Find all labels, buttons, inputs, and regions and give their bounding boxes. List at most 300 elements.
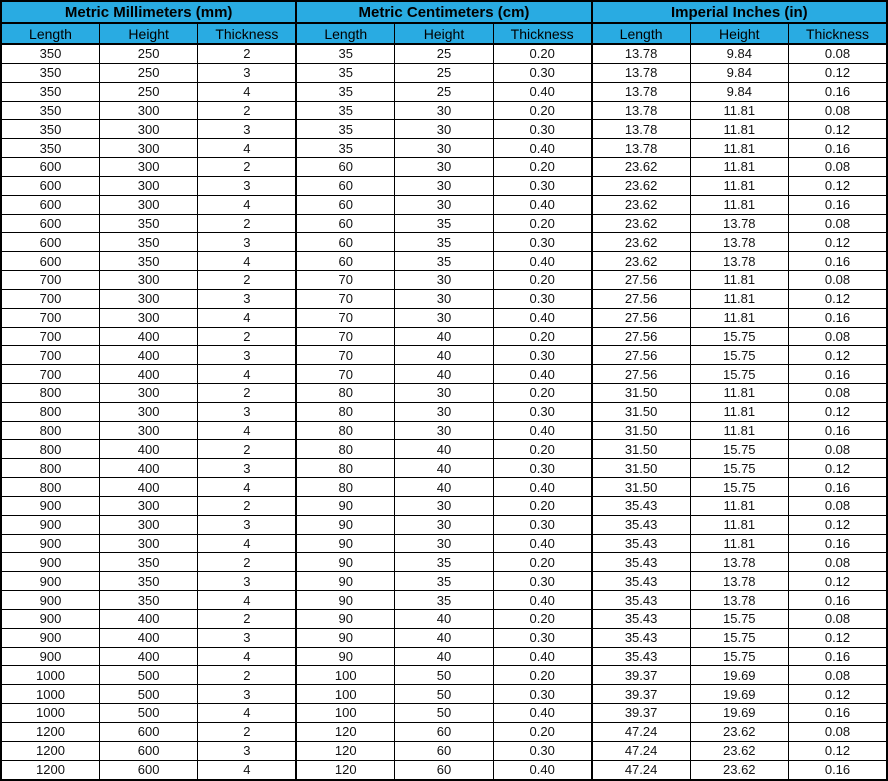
- cell: 0.16: [789, 308, 888, 327]
- cell: 13.78: [592, 44, 690, 63]
- cell: 350: [99, 591, 197, 610]
- cell: 0.40: [493, 647, 591, 666]
- cell: 15.75: [690, 346, 788, 365]
- cell: 0.16: [789, 195, 888, 214]
- cell: 0.12: [789, 628, 888, 647]
- cell: 120: [296, 722, 394, 741]
- cell: 400: [99, 346, 197, 365]
- table-row: [1, 647, 887, 666]
- cell: 100: [296, 685, 394, 704]
- cell: 350: [99, 572, 197, 591]
- cell: 3: [198, 63, 296, 82]
- cell: 15.75: [690, 478, 788, 497]
- table-row: [1, 176, 887, 195]
- table-row: [1, 82, 887, 101]
- cell: 0.12: [789, 685, 888, 704]
- cell: 0.20: [493, 496, 591, 515]
- cell: 300: [99, 515, 197, 534]
- cell: 350: [1, 82, 99, 101]
- cell: 0.12: [789, 289, 888, 308]
- cell: 300: [99, 195, 197, 214]
- cell: 350: [1, 63, 99, 82]
- cell: 2: [198, 44, 296, 63]
- cell: 900: [1, 591, 99, 610]
- cell: 90: [296, 628, 394, 647]
- cell: 4: [198, 704, 296, 723]
- table-row: [1, 384, 887, 403]
- cell: 23.62: [592, 158, 690, 177]
- cell: 600: [1, 233, 99, 252]
- cell: 120: [296, 760, 394, 780]
- cell: 31.50: [592, 478, 690, 497]
- cell: 11.81: [690, 384, 788, 403]
- cell: 120: [296, 741, 394, 760]
- section-header-row: [1, 1, 887, 23]
- cell: 700: [1, 327, 99, 346]
- cell: 0.40: [493, 195, 591, 214]
- cell: 0.08: [789, 496, 888, 515]
- cell: 0.08: [789, 553, 888, 572]
- cell: 35: [395, 591, 493, 610]
- cell: 35.43: [592, 647, 690, 666]
- cell: 3: [198, 741, 296, 760]
- table-row: [1, 478, 887, 497]
- cell: 23.62: [690, 722, 788, 741]
- table-row: [1, 421, 887, 440]
- cell: 60: [395, 722, 493, 741]
- cell: 70: [296, 308, 394, 327]
- cell: 2: [198, 101, 296, 120]
- cell: 3: [198, 233, 296, 252]
- cell: 60: [296, 176, 394, 195]
- cell: 300: [99, 289, 197, 308]
- cell: 0.20: [493, 44, 591, 63]
- cell: 350: [1, 44, 99, 63]
- cell: 80: [296, 384, 394, 403]
- table-row: [1, 63, 887, 82]
- cell: 800: [1, 440, 99, 459]
- cell: 300: [99, 421, 197, 440]
- cell: 15.75: [690, 365, 788, 384]
- cell: 47.24: [592, 741, 690, 760]
- cell: 35: [296, 82, 394, 101]
- cell: 35: [395, 572, 493, 591]
- cell: 30: [395, 195, 493, 214]
- cell: 800: [1, 421, 99, 440]
- table-row: [1, 308, 887, 327]
- cell: 1200: [1, 760, 99, 780]
- cell: 47.24: [592, 722, 690, 741]
- cell: 400: [99, 459, 197, 478]
- cell: 600: [1, 176, 99, 195]
- cell: 350: [99, 214, 197, 233]
- cell: 4: [198, 82, 296, 101]
- cell: 2: [198, 440, 296, 459]
- cell: 23.62: [690, 741, 788, 760]
- cell: 0.12: [789, 459, 888, 478]
- cell: 80: [296, 440, 394, 459]
- cell: 3: [198, 402, 296, 421]
- col-header-cm-height: Height: [395, 23, 493, 44]
- cell: 0.40: [493, 534, 591, 553]
- table-body: [1, 44, 887, 780]
- cell: 2: [198, 666, 296, 685]
- column-header-row: [1, 23, 887, 44]
- cell: 0.20: [493, 214, 591, 233]
- cell: 80: [296, 421, 394, 440]
- cell: 3: [198, 628, 296, 647]
- cell: 0.20: [493, 722, 591, 741]
- cell: 0.08: [789, 666, 888, 685]
- cell: 0.12: [789, 63, 888, 82]
- cell: 70: [296, 271, 394, 290]
- cell: 800: [1, 402, 99, 421]
- cell: 40: [395, 440, 493, 459]
- cell: 15.75: [690, 440, 788, 459]
- cell: 4: [198, 139, 296, 158]
- cell: 30: [395, 496, 493, 515]
- cell: 0.40: [493, 421, 591, 440]
- table-row: [1, 741, 887, 760]
- cell: 90: [296, 609, 394, 628]
- section-title-in: Imperial Inches (in): [592, 1, 887, 23]
- cell: 0.40: [493, 704, 591, 723]
- cell: 30: [395, 158, 493, 177]
- cell: 0.20: [493, 101, 591, 120]
- cell: 4: [198, 195, 296, 214]
- cell: 30: [395, 515, 493, 534]
- table-row: [1, 591, 887, 610]
- cell: 13.78: [592, 82, 690, 101]
- cell: 250: [99, 63, 197, 82]
- cell: 30: [395, 384, 493, 403]
- table-row: [1, 628, 887, 647]
- cell: 11.81: [690, 496, 788, 515]
- col-header-cm-thickness: Thickness: [493, 23, 591, 44]
- cell: 0.16: [789, 365, 888, 384]
- cell: 35: [296, 139, 394, 158]
- cell: 500: [99, 704, 197, 723]
- cell: 35.43: [592, 572, 690, 591]
- cell: 4: [198, 365, 296, 384]
- cell: 35: [296, 120, 394, 139]
- cell: 300: [99, 534, 197, 553]
- cell: 0.16: [789, 591, 888, 610]
- cell: 80: [296, 478, 394, 497]
- cell: 35: [395, 214, 493, 233]
- table-row: [1, 346, 887, 365]
- cell: 11.81: [690, 515, 788, 534]
- cell: 39.37: [592, 704, 690, 723]
- cell: 0.08: [789, 609, 888, 628]
- cell: 800: [1, 459, 99, 478]
- cell: 35.43: [592, 609, 690, 628]
- cell: 47.24: [592, 760, 690, 780]
- cell: 60: [395, 741, 493, 760]
- table-row: [1, 214, 887, 233]
- cell: 11.81: [690, 158, 788, 177]
- cell: 300: [99, 384, 197, 403]
- cell: 0.16: [789, 478, 888, 497]
- cell: 900: [1, 628, 99, 647]
- cell: 0.20: [493, 666, 591, 685]
- cell: 2: [198, 609, 296, 628]
- cell: 2: [198, 271, 296, 290]
- cell: 31.50: [592, 459, 690, 478]
- table-row: [1, 101, 887, 120]
- cell: 3: [198, 120, 296, 139]
- table-row: [1, 44, 887, 63]
- cell: 35: [296, 63, 394, 82]
- cell: 27.56: [592, 365, 690, 384]
- cell: 0.16: [789, 704, 888, 723]
- cell: 4: [198, 760, 296, 780]
- cell: 40: [395, 609, 493, 628]
- cell: 4: [198, 421, 296, 440]
- cell: 500: [99, 666, 197, 685]
- cell: 23.62: [592, 252, 690, 271]
- cell: 0.16: [789, 647, 888, 666]
- cell: 0.08: [789, 158, 888, 177]
- table-row: [1, 440, 887, 459]
- cell: 900: [1, 515, 99, 534]
- cell: 0.30: [493, 63, 591, 82]
- cell: 0.20: [493, 158, 591, 177]
- table-row: [1, 666, 887, 685]
- cell: 40: [395, 327, 493, 346]
- cell: 40: [395, 459, 493, 478]
- cell: 30: [395, 120, 493, 139]
- cell: 19.69: [690, 704, 788, 723]
- cell: 11.81: [690, 402, 788, 421]
- cell: 0.20: [493, 553, 591, 572]
- cell: 11.81: [690, 176, 788, 195]
- cell: 4: [198, 252, 296, 271]
- cell: 50: [395, 685, 493, 704]
- cell: 100: [296, 666, 394, 685]
- cell: 2: [198, 496, 296, 515]
- cell: 15.75: [690, 628, 788, 647]
- cell: 0.30: [493, 685, 591, 704]
- cell: 0.40: [493, 252, 591, 271]
- cell: 400: [99, 440, 197, 459]
- cell: 13.78: [690, 214, 788, 233]
- col-header-cm-length: Length: [296, 23, 394, 44]
- cell: 35: [395, 233, 493, 252]
- cell: 2: [198, 158, 296, 177]
- cell: 250: [99, 82, 197, 101]
- cell: 0.20: [493, 384, 591, 403]
- table-row: [1, 685, 887, 704]
- cell: 3: [198, 176, 296, 195]
- cell: 19.69: [690, 685, 788, 704]
- cell: 900: [1, 496, 99, 515]
- section-title-cm: Metric Centimeters (cm): [296, 1, 591, 23]
- cell: 39.37: [592, 666, 690, 685]
- table-row: [1, 289, 887, 308]
- cell: 0.12: [789, 346, 888, 365]
- cell: 0.08: [789, 214, 888, 233]
- cell: 23.62: [592, 214, 690, 233]
- cell: 2: [198, 553, 296, 572]
- cell: 500: [99, 685, 197, 704]
- cell: 350: [99, 553, 197, 572]
- cell: 13.78: [690, 233, 788, 252]
- cell: 600: [1, 158, 99, 177]
- cell: 23.62: [592, 195, 690, 214]
- cell: 0.16: [789, 421, 888, 440]
- cell: 15.75: [690, 609, 788, 628]
- cell: 35.43: [592, 628, 690, 647]
- cell: 0.40: [493, 308, 591, 327]
- cell: 39.37: [592, 685, 690, 704]
- cell: 30: [395, 139, 493, 158]
- cell: 35.43: [592, 515, 690, 534]
- cell: 0.40: [493, 82, 591, 101]
- cell: 0.16: [789, 252, 888, 271]
- cell: 900: [1, 647, 99, 666]
- cell: 2: [198, 384, 296, 403]
- cell: 0.20: [493, 440, 591, 459]
- cell: 3: [198, 346, 296, 365]
- cell: 11.81: [690, 308, 788, 327]
- table-row: [1, 722, 887, 741]
- cell: 11.81: [690, 271, 788, 290]
- cell: 300: [99, 176, 197, 195]
- cell: 13.78: [592, 101, 690, 120]
- cell: 13.78: [592, 120, 690, 139]
- cell: 35: [395, 252, 493, 271]
- cell: 600: [99, 741, 197, 760]
- cell: 15.75: [690, 327, 788, 346]
- cell: 0.30: [493, 346, 591, 365]
- cell: 35: [395, 553, 493, 572]
- cell: 1200: [1, 722, 99, 741]
- cell: 31.50: [592, 440, 690, 459]
- table-row: [1, 496, 887, 515]
- cell: 70: [296, 327, 394, 346]
- cell: 80: [296, 402, 394, 421]
- cell: 60: [296, 233, 394, 252]
- cell: 11.81: [690, 289, 788, 308]
- col-header-mm-thickness: Thickness: [198, 23, 296, 44]
- table-row: [1, 365, 887, 384]
- cell: 400: [99, 365, 197, 384]
- cell: 0.40: [493, 760, 591, 780]
- table-row: [1, 158, 887, 177]
- cell: 30: [395, 534, 493, 553]
- cell: 60: [296, 214, 394, 233]
- cell: 0.08: [789, 101, 888, 120]
- table-row: [1, 534, 887, 553]
- cell: 11.81: [690, 195, 788, 214]
- table-row: [1, 609, 887, 628]
- cell: 35.43: [592, 591, 690, 610]
- table-row: [1, 120, 887, 139]
- cell: 800: [1, 384, 99, 403]
- cell: 60: [296, 252, 394, 271]
- table-row: [1, 402, 887, 421]
- cell: 400: [99, 647, 197, 666]
- cell: 0.20: [493, 271, 591, 290]
- cell: 40: [395, 647, 493, 666]
- cell: 300: [99, 120, 197, 139]
- cell: 31.50: [592, 421, 690, 440]
- cell: 350: [1, 120, 99, 139]
- cell: 4: [198, 591, 296, 610]
- table-row: [1, 139, 887, 158]
- cell: 0.16: [789, 82, 888, 101]
- cell: 90: [296, 572, 394, 591]
- cell: 35.43: [592, 553, 690, 572]
- table-row: [1, 515, 887, 534]
- cell: 70: [296, 365, 394, 384]
- cell: 35.43: [592, 496, 690, 515]
- cell: 60: [296, 158, 394, 177]
- cell: 0.12: [789, 402, 888, 421]
- cell: 27.56: [592, 271, 690, 290]
- cell: 0.30: [493, 120, 591, 139]
- table-row: [1, 327, 887, 346]
- cell: 25: [395, 82, 493, 101]
- cell: 250: [99, 44, 197, 63]
- cell: 3: [198, 459, 296, 478]
- cell: 31.50: [592, 384, 690, 403]
- cell: 600: [99, 760, 197, 780]
- table-row: [1, 271, 887, 290]
- cell: 350: [1, 101, 99, 120]
- cell: 1000: [1, 685, 99, 704]
- cell: 9.84: [690, 44, 788, 63]
- cell: 300: [99, 271, 197, 290]
- col-header-in-height: Height: [690, 23, 788, 44]
- col-header-mm-height: Height: [99, 23, 197, 44]
- cell: 90: [296, 534, 394, 553]
- cell: 23.62: [690, 760, 788, 780]
- cell: 1200: [1, 741, 99, 760]
- cell: 0.08: [789, 384, 888, 403]
- cell: 13.78: [690, 591, 788, 610]
- cell: 0.30: [493, 741, 591, 760]
- cell: 900: [1, 553, 99, 572]
- cell: 900: [1, 609, 99, 628]
- cell: 0.40: [493, 139, 591, 158]
- cell: 1000: [1, 704, 99, 723]
- table-row: [1, 459, 887, 478]
- cell: 700: [1, 289, 99, 308]
- cell: 0.30: [493, 176, 591, 195]
- cell: 11.81: [690, 421, 788, 440]
- cell: 11.81: [690, 120, 788, 139]
- cell: 0.30: [493, 233, 591, 252]
- cell: 15.75: [690, 647, 788, 666]
- cell: 30: [395, 308, 493, 327]
- cell: 0.08: [789, 440, 888, 459]
- cell: 60: [296, 195, 394, 214]
- cell: 80: [296, 459, 394, 478]
- cell: 90: [296, 496, 394, 515]
- cell: 60: [395, 760, 493, 780]
- cell: 350: [99, 252, 197, 271]
- cell: 3: [198, 289, 296, 308]
- cell: 0.08: [789, 327, 888, 346]
- col-header-in-thickness: Thickness: [789, 23, 888, 44]
- cell: 27.56: [592, 308, 690, 327]
- cell: 70: [296, 289, 394, 308]
- table-row: [1, 195, 887, 214]
- cell: 300: [99, 101, 197, 120]
- cell: 400: [99, 628, 197, 647]
